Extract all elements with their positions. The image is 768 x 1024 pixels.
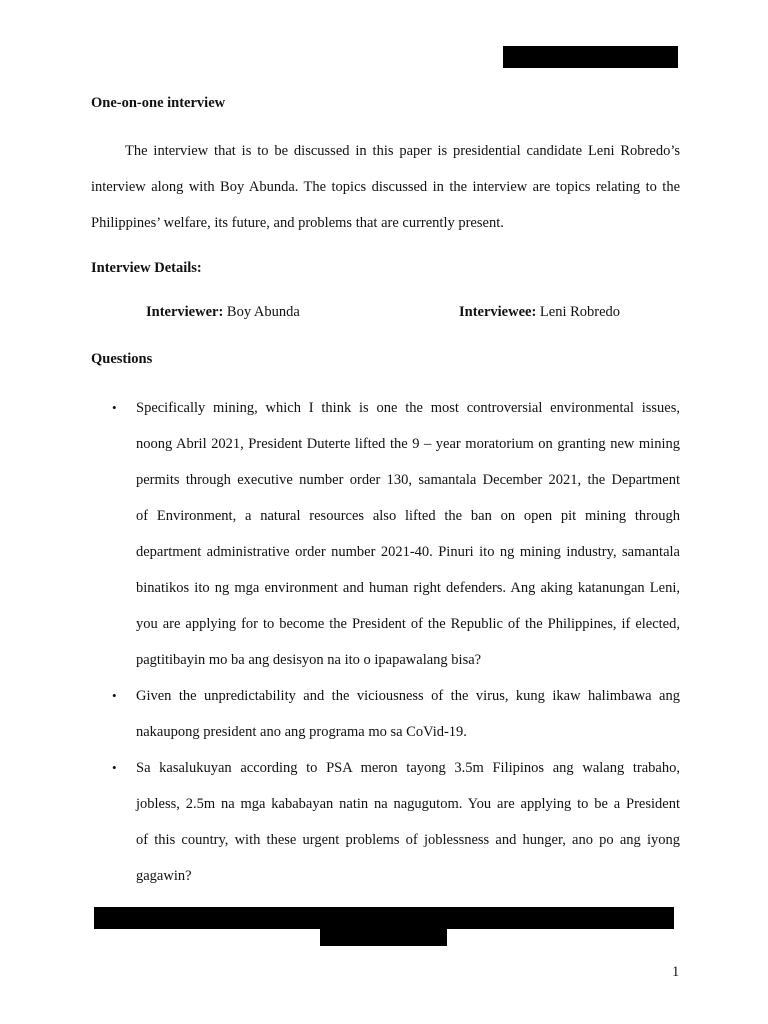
bullet-icon: • [112, 400, 117, 415]
interviewer-detail [146, 303, 300, 321]
question-line: Specifically mining, which I think is one the most controversial environmental issues, [136, 400, 680, 416]
question-line: pagtitibayin mo ba ang desisyon na ito o ipapawalang bisa? [136, 652, 482, 668]
question-item [91, 390, 680, 678]
page-number: 1 [672, 964, 680, 980]
question-line: of this country, with these urgent problems of joblessness and hunger, ano po ang iyong [136, 832, 680, 848]
interviewer-label: Interviewer: [146, 304, 224, 320]
interviewer-name: Boy Abunda [226, 304, 300, 320]
question-line: jobless, 2.5m na mga kababayan natin na nagugutom. You are applying to be a President [136, 796, 680, 812]
question-line: department administrative order number 2021-40. Pinuri ito ng mining industry, samantala [136, 544, 680, 560]
intro-paragraph [91, 133, 680, 241]
bullet-icon: • [112, 688, 117, 703]
question-item [91, 678, 680, 750]
redaction-bar-footer-secondary [320, 929, 447, 946]
section-heading-questions: Questions [91, 351, 153, 367]
interviewee-name: Leni Robredo [539, 304, 621, 320]
intro-line: Philippines’ welfare, its future, and problems that are currently present. [91, 215, 504, 231]
section-heading-one-on-one: One-on-one interview [91, 95, 226, 111]
question-line: nakaupong president ano ang programa mo sa CoVid-19. [136, 724, 467, 740]
question-line: Sa kasalukuyan according to PSA meron tayong 3.5m Filipinos ang walang trabaho, [136, 760, 680, 776]
interviewee-label: Interviewee: [459, 304, 537, 320]
section-heading-interview-details: Interview Details: [91, 260, 202, 276]
interviewee-detail [459, 303, 620, 321]
question-line: binatikos ito ng mga environment and human right defenders. Ang aking katanungan Leni, [136, 580, 680, 596]
question-line: of Environment, a natural resources also lifted the ban on open pit mining through [136, 508, 680, 524]
question-line: gagawin? [136, 868, 192, 884]
questions-list [91, 390, 680, 894]
redaction-bar-header [503, 46, 678, 68]
intro-line: The interview that is to be discussed in this paper is presidential candidate Leni Robredo’s [125, 143, 680, 159]
question-line: Given the unpredictability and the viciousness of the virus, kung ikaw halimbawa ang [136, 688, 680, 704]
question-line: permits through executive number order 130, samantala December 2021, the Department [136, 472, 680, 488]
question-item [91, 750, 680, 894]
intro-line: interview along with Boy Abunda. The topics discussed in the interview are topics relating to the [91, 179, 680, 195]
question-line: you are applying for to become the President of the Republic of the Philippines, if elected, [136, 616, 680, 632]
redaction-bar-footer [94, 907, 674, 929]
bullet-icon: • [112, 760, 117, 775]
question-line: noong Abril 2021, President Duterte lifted the 9 – year moratorium on granting new mining [136, 436, 680, 452]
